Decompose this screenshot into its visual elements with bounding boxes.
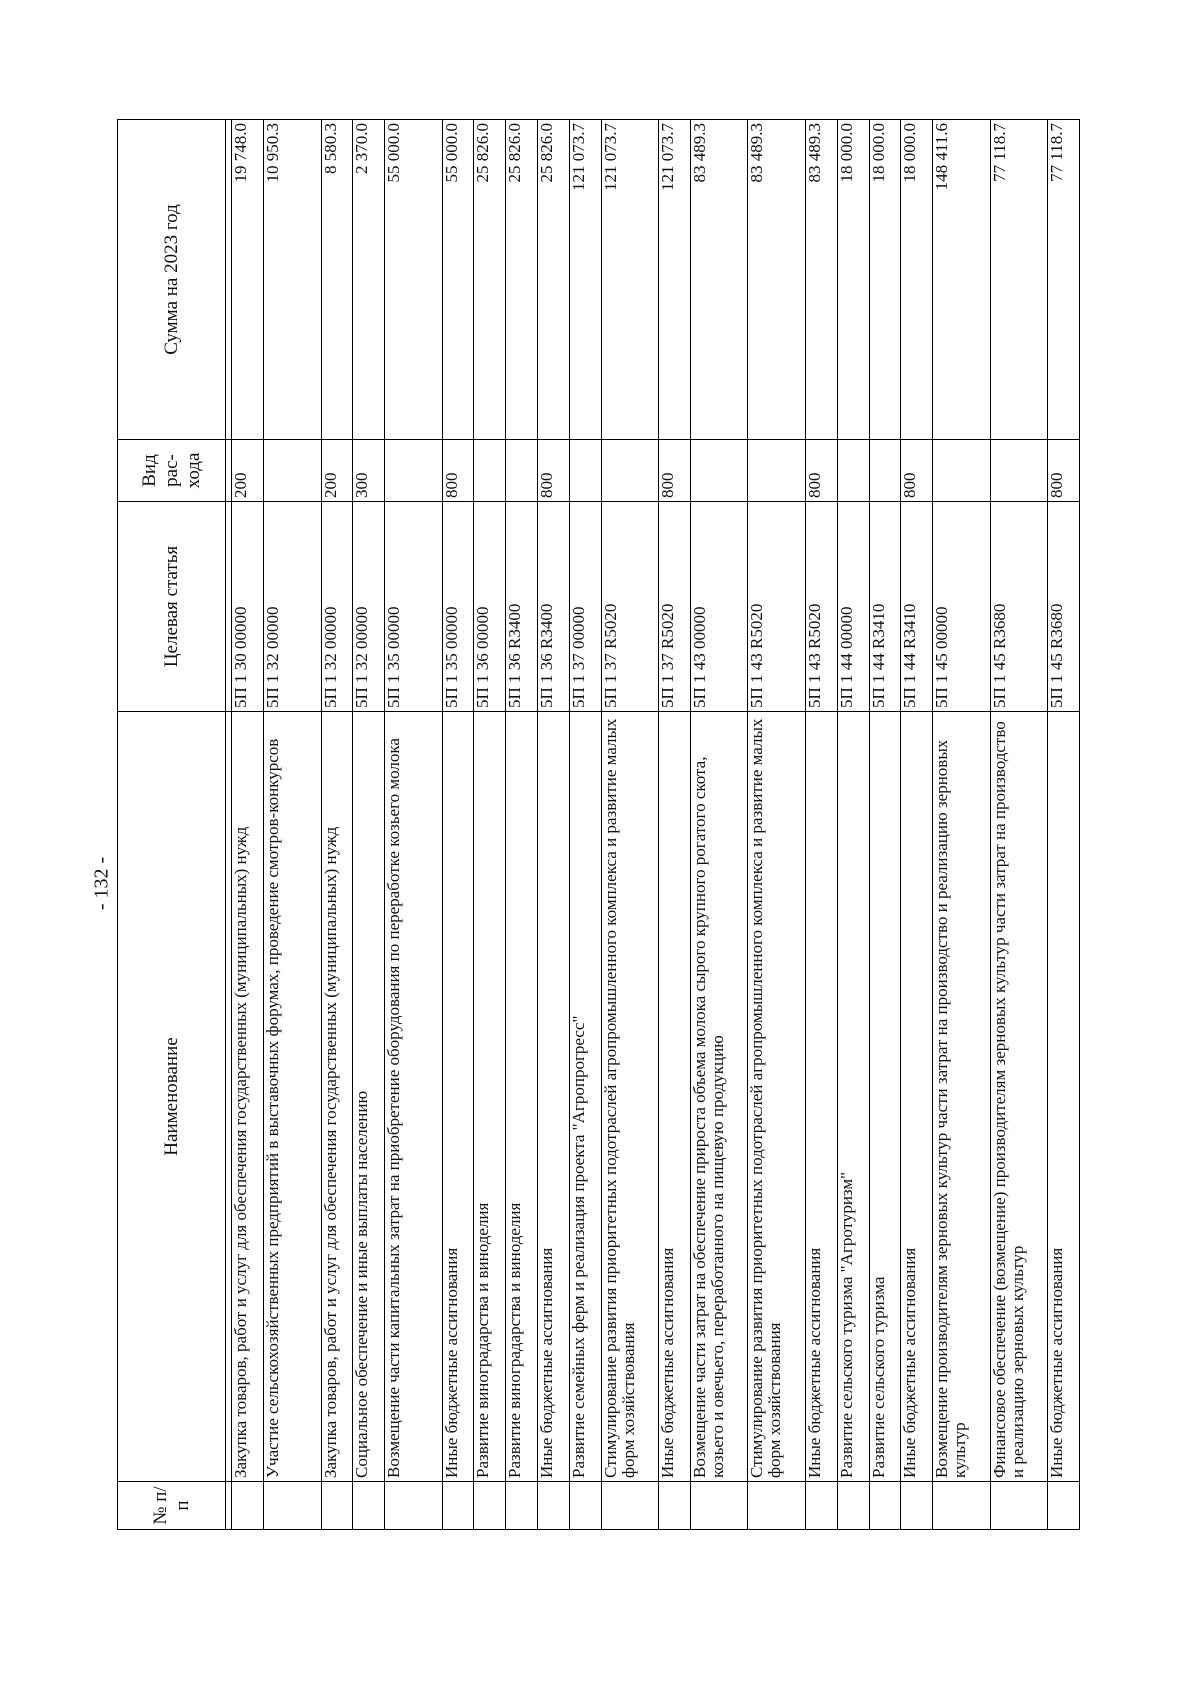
cell-sum: 55 000.0 <box>442 120 474 440</box>
table-row <box>264 120 321 1530</box>
cell-sum: 83 489.3 <box>805 120 837 440</box>
cell-code: 5П 1 35 00000 <box>442 502 474 712</box>
cell-name: Развитие семейных ферм и реализация проекта "Агропрогресс" <box>570 712 602 1482</box>
cell-num <box>321 1482 353 1530</box>
cell-name: Возмещение производителям зерновых культур части затрат на производство и реализацию зерновых культур <box>933 712 990 1482</box>
cell-kind: 300 <box>353 440 385 502</box>
cell-kind: 200 <box>321 440 353 502</box>
cell-num <box>691 1482 748 1530</box>
cell-code: 5П 1 45 00000 <box>933 502 990 712</box>
page-number: - 132 - <box>90 856 113 911</box>
cell-kind <box>385 440 442 502</box>
cell-name: Иные бюджетные ассигнования <box>442 712 474 1482</box>
cell-sum: 77 118.7 <box>990 120 1047 440</box>
cell-code: 5П 1 43 00000 <box>691 502 748 712</box>
cell-num <box>933 1482 990 1530</box>
cell-code: 5П 1 43 R5020 <box>805 502 837 712</box>
cell-num <box>442 1482 474 1530</box>
cell-num <box>869 1482 901 1530</box>
cell-num <box>901 1482 933 1530</box>
cell-kind: 800 <box>538 440 570 502</box>
cell-code: 5П 1 44 R3410 <box>901 502 933 712</box>
cell-name: Иные бюджетные ассигнования <box>659 712 691 1482</box>
table-row <box>805 120 837 1530</box>
cell-num <box>805 1482 837 1530</box>
cell-code: 5П 1 43 R5020 <box>748 502 805 712</box>
header-name: Наименование <box>118 712 226 1482</box>
cell-sum: 121 073.7 <box>570 120 602 440</box>
cell-code: 5П 1 37 R5020 <box>659 502 691 712</box>
rotated-table-wrapper <box>117 120 1080 1530</box>
cell-code: 5П 1 37 R5020 <box>601 502 658 712</box>
cell-name: Развитие сельского туризма <box>869 712 901 1482</box>
cell-kind <box>506 440 538 502</box>
cell-kind: 800 <box>1047 440 1079 502</box>
cell-name: Закупка товаров, работ и услуг для обеспечения государственных (муниципальных) нужд <box>232 712 264 1482</box>
cell-kind <box>933 440 990 502</box>
cell-sum: 18 000.0 <box>869 120 901 440</box>
budget-table <box>117 119 1080 1530</box>
cell-sum: 8 580.3 <box>321 120 353 440</box>
cell-kind: 800 <box>659 440 691 502</box>
table-row <box>933 120 990 1530</box>
header-code: Целевая статья <box>118 502 226 712</box>
cell-name: Иные бюджетные ассигнования <box>538 712 570 1482</box>
table-row <box>385 120 442 1530</box>
cell-sum: 83 489.3 <box>748 120 805 440</box>
cell-code: 5П 1 36 00000 <box>474 502 506 712</box>
table-header-row <box>118 120 226 1530</box>
cell-sum: 18 000.0 <box>837 120 869 440</box>
table-row <box>474 120 506 1530</box>
cell-code: 5П 1 32 00000 <box>353 502 385 712</box>
cell-num <box>264 1482 321 1530</box>
table-row <box>442 120 474 1530</box>
cell-sum: 19 748.0 <box>232 120 264 440</box>
cell-kind: 800 <box>805 440 837 502</box>
cell-kind <box>601 440 658 502</box>
cell-name: Иные бюджетные ассигнования <box>901 712 933 1482</box>
cell-kind <box>869 440 901 502</box>
cell-num <box>837 1482 869 1530</box>
cell-name: Возмещение части капитальных затрат на приобретение оборудования по переработке козьего молока <box>385 712 442 1482</box>
cell-code: 5П 1 44 00000 <box>837 502 869 712</box>
cell-kind <box>474 440 506 502</box>
cell-num <box>601 1482 658 1530</box>
cell-sum: 148 411.6 <box>933 120 990 440</box>
cell-code: 5П 1 44 R3410 <box>869 502 901 712</box>
cell-code: 5П 1 32 00000 <box>264 502 321 712</box>
table-row <box>837 120 869 1530</box>
cell-name: Возмещение части затрат на обеспечение прироста объема молока сырого крупного рогатого скота, козьего и овечьего, переработанного на пищевую продукцию <box>691 712 748 1482</box>
cell-kind <box>990 440 1047 502</box>
cell-name: Развитие виноградарства и виноделия <box>474 712 506 1482</box>
cell-code: 5П 1 35 00000 <box>385 502 442 712</box>
cell-sum: 25 826.0 <box>474 120 506 440</box>
cell-name: Социальное обеспечение и иные выплаты населению <box>353 712 385 1482</box>
cell-code: 5П 1 30 00000 <box>232 502 264 712</box>
cell-kind <box>748 440 805 502</box>
cell-kind: 800 <box>442 440 474 502</box>
table-row <box>1047 120 1079 1530</box>
cell-num <box>232 1482 264 1530</box>
cell-kind <box>570 440 602 502</box>
cell-name: Развитие сельского туризма "Агротуризм" <box>837 712 869 1482</box>
cell-sum: 121 073.7 <box>659 120 691 440</box>
table-row <box>321 120 353 1530</box>
cell-sum: 2 370.0 <box>353 120 385 440</box>
cell-num <box>506 1482 538 1530</box>
table-row <box>990 120 1047 1530</box>
table-row <box>570 120 602 1530</box>
cell-num <box>1047 1482 1079 1530</box>
cell-sum: 25 826.0 <box>506 120 538 440</box>
cell-name: Финансовое обеспечение (возмещение) производителям зерновых культур части затрат на производство и реализацию зерновых культур <box>990 712 1047 1482</box>
cell-sum: 121 073.7 <box>601 120 658 440</box>
cell-num <box>659 1482 691 1530</box>
cell-name: Закупка товаров, работ и услуг для обеспечения государственных (муниципальных) нужд <box>321 712 353 1482</box>
cell-num <box>353 1482 385 1530</box>
cell-kind: 800 <box>901 440 933 502</box>
table-row <box>659 120 691 1530</box>
cell-name: Иные бюджетные ассигнования <box>805 712 837 1482</box>
table-row <box>232 120 264 1530</box>
cell-kind <box>691 440 748 502</box>
cell-sum: 18 000.0 <box>901 120 933 440</box>
table-row <box>901 120 933 1530</box>
cell-name: Стимулирование развития приоритетных подотраслей агропромышленного комплекса и развитие малых форм хозяйствования <box>748 712 805 1482</box>
cell-name: Развитие виноградарства и виноделия <box>506 712 538 1482</box>
cell-kind: 200 <box>232 440 264 502</box>
cell-code: 5П 1 32 00000 <box>321 502 353 712</box>
cell-sum: 55 000.0 <box>385 120 442 440</box>
cell-num <box>385 1482 442 1530</box>
cell-code: 5П 1 45 R3680 <box>990 502 1047 712</box>
cell-code: 5П 1 36 R3400 <box>538 502 570 712</box>
table-row <box>691 120 748 1530</box>
cell-num <box>748 1482 805 1530</box>
cell-code: 5П 1 45 R3680 <box>1047 502 1079 712</box>
cell-kind <box>837 440 869 502</box>
cell-num <box>990 1482 1047 1530</box>
cell-num <box>538 1482 570 1530</box>
header-sum: Сумма на 2023 год <box>118 120 226 440</box>
table-row <box>538 120 570 1530</box>
cell-num <box>474 1482 506 1530</box>
table-row <box>748 120 805 1530</box>
cell-kind <box>264 440 321 502</box>
cell-num <box>570 1482 602 1530</box>
header-num: № п/п <box>118 1482 226 1530</box>
header-kind: Вид рас- хода <box>118 440 226 502</box>
cell-code: 5П 1 37 00000 <box>570 502 602 712</box>
cell-name: Иные бюджетные ассигнования <box>1047 712 1079 1482</box>
cell-code: 5П 1 36 R3400 <box>506 502 538 712</box>
table-row <box>601 120 658 1530</box>
cell-sum: 10 950.3 <box>264 120 321 440</box>
cell-name: Участие сельскохозяйственных предприятий в выставочных форумах, проведение смотров-конкурсов <box>264 712 321 1482</box>
cell-sum: 77 118.7 <box>1047 120 1079 440</box>
cell-sum: 25 826.0 <box>538 120 570 440</box>
table-row <box>869 120 901 1530</box>
cell-name: Стимулирование развития приоритетных подотраслей агропромышленного комплекса и развитие малых форм хозяйствования <box>601 712 658 1482</box>
cell-sum: 83 489.3 <box>691 120 748 440</box>
table-row <box>353 120 385 1530</box>
table-row <box>506 120 538 1530</box>
